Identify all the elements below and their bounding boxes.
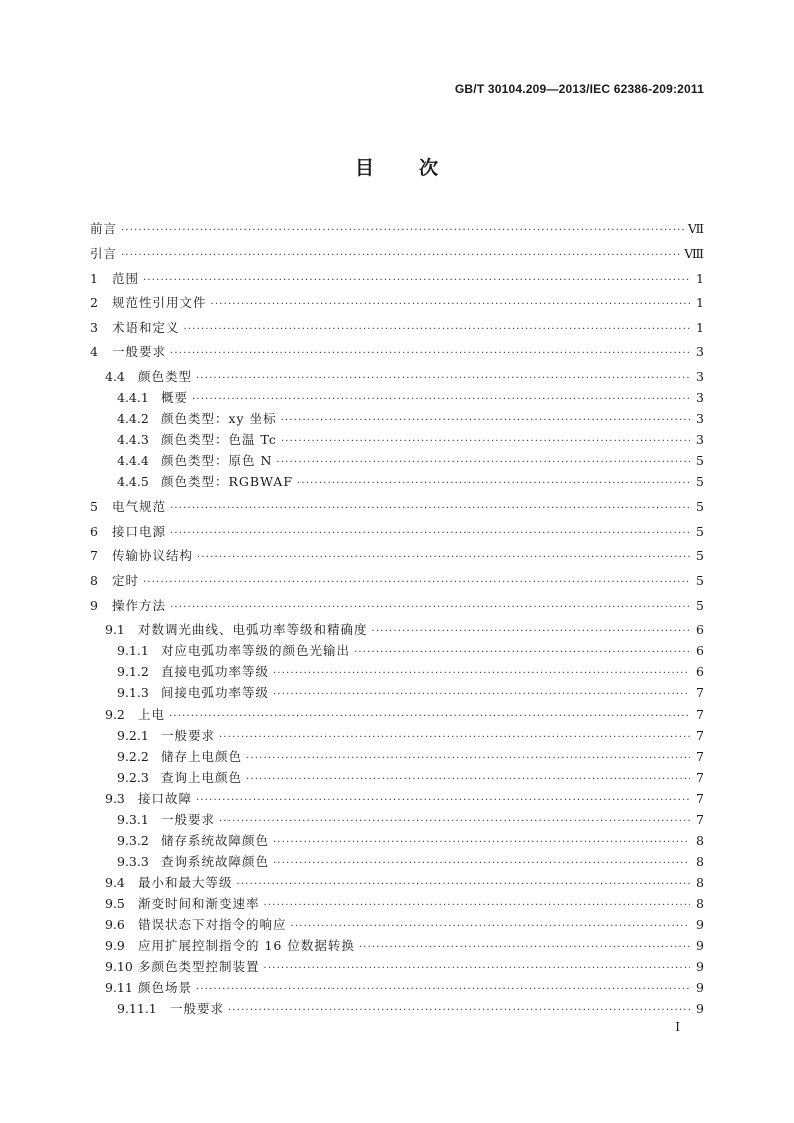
toc-entry-title: 查询上电颜色 [161, 770, 243, 785]
toc-entry-title: 间接电弧功率等级 [161, 685, 270, 700]
dot-leader [273, 858, 690, 869]
toc-entry[interactable] [105, 936, 704, 954]
toc-entry[interactable] [117, 726, 704, 744]
dot-leader [246, 753, 690, 764]
toc-entry-page: 9 [696, 980, 704, 995]
toc-entry[interactable] [90, 244, 704, 262]
dot-leader [192, 394, 690, 405]
toc-entry-number: 9.6 [105, 917, 125, 932]
toc-entry[interactable] [117, 409, 704, 427]
toc-entry-title: 操作方法 [112, 598, 167, 613]
toc-entry[interactable] [117, 683, 704, 701]
toc-entry-page: 3 [696, 390, 704, 405]
toc-entry-title: 渐变时间和渐变速率 [138, 896, 260, 911]
toc-entry-title: 引言 [90, 246, 118, 261]
dot-leader [143, 275, 690, 286]
toc-entry-number: 9.1 [105, 622, 125, 637]
toc-entry-title: 颜色类型：RGBWAF [161, 474, 294, 489]
toc-entry-title: 规范性引用文件 [112, 295, 207, 310]
toc-entry[interactable] [117, 472, 704, 490]
toc-entry-number: 4.4 [105, 369, 125, 384]
toc-entry-number: 9.3 [105, 791, 125, 806]
toc-entry-title: 储存系统故障颜色 [161, 833, 270, 848]
dot-leader [197, 552, 690, 563]
dot-leader [297, 478, 690, 489]
toc-entry-number: 9.3.2 [117, 833, 149, 848]
toc-entry-page: 5 [696, 598, 704, 613]
toc-entry[interactable] [105, 789, 704, 807]
toc-entry[interactable] [90, 318, 704, 336]
toc-entry-page: 8 [696, 875, 704, 890]
toc-entry-title: 接口电源 [112, 524, 167, 539]
toc-entry-page: 7 [696, 812, 704, 827]
dot-leader [228, 1005, 690, 1016]
dot-leader [264, 900, 690, 911]
toc-entry[interactable] [90, 342, 704, 360]
toc-entry-title: 直接电弧功率等级 [161, 664, 270, 679]
toc-entry-title: 最小和最大等级 [138, 875, 233, 890]
dot-leader [264, 963, 690, 974]
toc-entry[interactable] [117, 810, 704, 828]
toc-entry-title: 多颜色类型控制装置 [138, 959, 260, 974]
toc-entry-page: 7 [696, 728, 704, 743]
toc-entry-page: 3 [696, 344, 704, 359]
toc-entry-page: 7 [696, 749, 704, 764]
toc-entry-title: 前言 [90, 221, 118, 236]
toc-entry-title: 储存上电颜色 [161, 749, 243, 764]
title-char: 次 [419, 157, 440, 179]
toc-entry-number: 9.1.1 [117, 643, 149, 658]
dot-leader [219, 732, 690, 743]
toc-entry-page: 3 [696, 432, 704, 447]
toc-entry-title: 范围 [112, 271, 140, 286]
toc-entry[interactable] [90, 219, 704, 237]
dot-leader [273, 689, 690, 700]
toc-entry[interactable] [90, 596, 704, 614]
toc-entry[interactable] [117, 388, 704, 406]
toc-entry-title: 定时 [112, 573, 140, 588]
toc-entry-title: 对应电弧功率等级的颜色光输出 [161, 643, 351, 658]
toc-entry-page: 7 [696, 685, 704, 700]
dot-leader [170, 503, 690, 514]
toc-entry-title: 应用扩展控制指令的 16 位数据转换 [138, 938, 355, 953]
toc-entry[interactable] [105, 894, 704, 912]
toc-entry-number: 9.11 [105, 980, 133, 995]
toc-entry-page: 6 [696, 622, 704, 637]
toc-entry-title: 颜色场景 [138, 980, 193, 995]
toc-entry-number: 4.4.2 [117, 411, 149, 426]
toc-entry-title: 电气规范 [112, 499, 167, 514]
dot-leader [184, 324, 690, 335]
dot-leader [359, 942, 690, 953]
toc-entry-title: 对数调光曲线、电弧功率等级和精确度 [138, 622, 368, 637]
toc-entry[interactable] [117, 747, 704, 765]
toc-entry-page: 7 [696, 770, 704, 785]
toc-entry-page: 9 [696, 917, 704, 932]
toc-entry-title: 一般要求 [112, 344, 167, 359]
page-title [0, 153, 794, 180]
toc-entry[interactable] [105, 873, 704, 891]
toc-entry-title: 颜色类型 [138, 369, 193, 384]
toc-entry-number: 1 [90, 271, 98, 286]
toc-entry-page: 6 [696, 643, 704, 658]
toc-entry-page: 1 [696, 320, 704, 335]
toc-entry[interactable] [105, 915, 704, 933]
toc-entry-number: 7 [90, 548, 98, 563]
toc-entry-number: 4 [90, 344, 98, 359]
toc-entry-number: 5 [90, 499, 98, 514]
toc-entry-page: 5 [696, 453, 704, 468]
dot-leader [170, 348, 690, 359]
dot-leader [196, 373, 690, 384]
toc-entry[interactable] [90, 293, 704, 311]
toc-entry-number: 9.2 [105, 707, 125, 722]
dot-leader [143, 577, 690, 588]
toc-entry-number: 8 [90, 573, 98, 588]
toc-entry-page: 5 [696, 524, 704, 539]
toc-entry[interactable] [105, 705, 704, 723]
toc-entry-number: 9.9 [105, 938, 125, 953]
toc-entry-title: 传输协议结构 [112, 548, 194, 563]
toc-entry[interactable] [117, 768, 704, 786]
toc-entry-title: 一般要求 [161, 728, 216, 743]
toc-entry-number: 9.2.2 [117, 749, 149, 764]
toc-entry-number: 9.11.1 [117, 1001, 157, 1016]
toc-entry-page: 3 [696, 411, 704, 426]
title-char: 目 [354, 157, 375, 179]
toc-entry-page: 8 [696, 854, 704, 869]
toc-entry-page: 8 [696, 896, 704, 911]
toc-entry-title: 颜色类型：xy 坐标 [161, 411, 277, 426]
dot-leader [372, 626, 690, 637]
dot-leader [196, 795, 690, 806]
dot-leader [211, 299, 690, 310]
toc-entry[interactable] [90, 497, 704, 515]
toc-entry-number: 4.4.5 [117, 474, 149, 489]
dot-leader [354, 647, 690, 658]
toc-entry-title: 查询系统故障颜色 [161, 854, 270, 869]
dot-leader [291, 921, 690, 932]
toc-entry-number: 9 [90, 598, 98, 613]
toc-entry-page: 5 [696, 474, 704, 489]
toc-entry-page: 7 [696, 791, 704, 806]
toc-entry-number: 9.3.1 [117, 812, 149, 827]
toc-entry-page: 5 [696, 499, 704, 514]
toc-entry-title: 颜色类型：色温 Tc [161, 432, 277, 447]
toc-entry-number: 9.1.3 [117, 685, 149, 700]
toc-entry-page: 1 [696, 295, 704, 310]
dot-leader [246, 774, 690, 785]
dot-leader [273, 668, 690, 679]
toc-entry[interactable] [117, 852, 704, 870]
toc-entry[interactable] [105, 978, 704, 996]
dot-leader [121, 225, 684, 236]
toc-entry[interactable] [117, 831, 704, 849]
toc-entry-number: 4.4.3 [117, 432, 149, 447]
dot-leader [170, 528, 690, 539]
toc-entry-number: 9.5 [105, 896, 125, 911]
toc-entry-number: 9.1.2 [117, 664, 149, 679]
toc-entry-page: 8 [696, 833, 704, 848]
toc-entry-number: 4.4.4 [117, 453, 149, 468]
toc-entry-number: 9.10 [105, 959, 133, 974]
toc-entry-title: 一般要求 [170, 1001, 225, 1016]
toc-entry-page: Ⅷ [684, 246, 704, 261]
page-number: I [675, 1020, 680, 1034]
dot-leader [281, 436, 690, 447]
toc-entry-number: 2 [90, 295, 98, 310]
toc-entry-title: 接口故障 [138, 791, 193, 806]
toc-entry-page: 9 [696, 938, 704, 953]
toc-entry-number: 4.4.1 [117, 390, 149, 405]
dot-leader [281, 415, 690, 426]
toc-entry[interactable] [117, 641, 704, 659]
toc-entry[interactable] [105, 620, 704, 638]
toc-entry[interactable] [117, 430, 704, 448]
dot-leader [121, 250, 680, 261]
toc-entry-page: 5 [696, 548, 704, 563]
toc-entry-page: 5 [696, 573, 704, 588]
toc-entry-number: 9.2.3 [117, 770, 149, 785]
toc-entry-number: 9.3.3 [117, 854, 149, 869]
toc-entry[interactable] [117, 451, 704, 469]
toc-entry[interactable] [90, 522, 704, 540]
toc-entry-title: 颜色类型：原色 N [161, 453, 273, 468]
toc-entry-number: 9.4 [105, 875, 125, 890]
toc-entry-title: 概要 [161, 390, 189, 405]
toc-entry[interactable] [105, 367, 704, 385]
toc-entry-number: 3 [90, 320, 98, 335]
dot-leader [169, 711, 690, 722]
toc-entry-number: 6 [90, 524, 98, 539]
dot-leader [237, 879, 690, 890]
toc-entry-page: 9 [696, 1001, 704, 1016]
toc-entry-page: 3 [696, 369, 704, 384]
toc-entry[interactable] [90, 571, 704, 589]
toc-entry-number: 9.2.1 [117, 728, 149, 743]
toc-entry-title: 术语和定义 [112, 320, 180, 335]
toc-entry-page: 6 [696, 664, 704, 679]
toc-entry-page: 1 [696, 271, 704, 286]
dot-leader [170, 602, 690, 613]
dot-leader [219, 816, 690, 827]
dot-leader [273, 837, 690, 848]
toc-entry[interactable] [117, 999, 704, 1017]
toc-entry[interactable] [90, 269, 704, 287]
dot-leader [196, 984, 690, 995]
toc-entry-title: 上电 [138, 707, 166, 722]
toc-entry-page: 7 [696, 707, 704, 722]
toc-entry-page: Ⅶ [687, 221, 704, 236]
dot-leader [276, 457, 690, 468]
toc-entry-page: 9 [696, 959, 704, 974]
toc-entry[interactable] [90, 546, 704, 564]
toc-entry-title: 错误状态下对指令的响应 [138, 917, 287, 932]
toc-entry-title: 一般要求 [161, 812, 216, 827]
standard-number: GB/T 30104.209—2013/IEC 62386-209:2011 [454, 82, 704, 96]
toc-entry[interactable] [117, 662, 704, 680]
toc-entry[interactable] [105, 957, 704, 975]
